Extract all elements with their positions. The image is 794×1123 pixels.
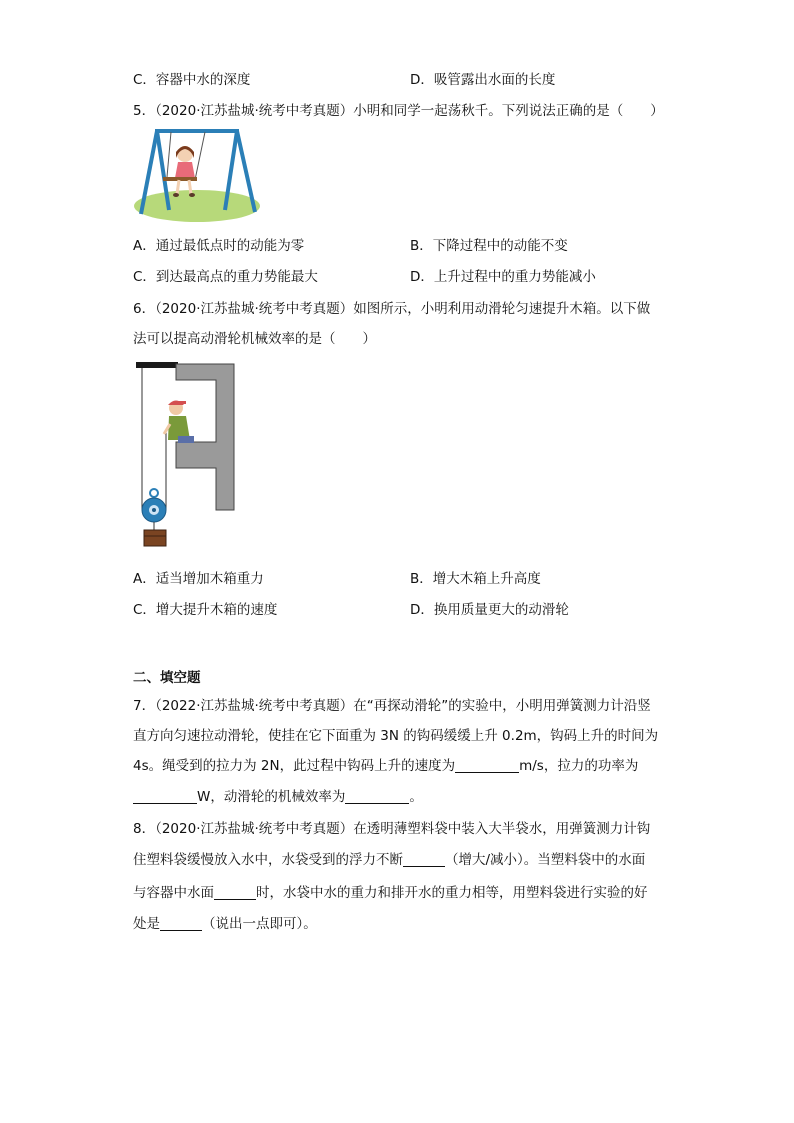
- q8-answer-blank-water-level[interactable]: [214, 885, 256, 900]
- q8-line1: 8．（2020·江苏盐城·统考中考真题）在透明薄塑料袋中装入大半袋水，用弹簧测力计钩: [133, 821, 651, 837]
- q5-option-c: C．到达最高点的重力势能最大: [133, 269, 318, 285]
- q5-option-b: B．下降过程中的动能不变: [410, 238, 568, 254]
- q8-line4-text-b: （说出一点即可）。: [202, 916, 317, 932]
- q6-stem-line1: 6．（2020·江苏盐城·统考中考真题）如图所示，小明利用动滑轮匀速提升木箱。以下做: [133, 301, 651, 317]
- q4-option-d: D．吸管露出水面的长度: [410, 72, 556, 88]
- q6-option-d: D．换用质量更大的动滑轮: [410, 602, 569, 618]
- q8-line2-text-b: （增大/减小）。当塑料袋中的水面: [445, 852, 646, 868]
- q8-line4: [133, 912, 317, 932]
- q7-answer-blank-velocity[interactable]: [455, 758, 519, 773]
- q8-line3: [133, 881, 648, 901]
- q7-line3-text-a: 4s。绳受到的拉力为 2N，此过程中钩码上升的速度为: [133, 758, 456, 774]
- q8-line4-text-a: 处是: [133, 916, 160, 932]
- q6-option-a: A．适当增加木箱重力: [133, 571, 264, 587]
- q6-option-c: C．增大提升木箱的速度: [133, 602, 278, 618]
- pulley-illustration: [136, 362, 240, 550]
- section-title: 二、填空题: [133, 670, 201, 686]
- q6-stem-line2: 法可以提高动滑轮机械效率的是（ ）: [133, 331, 376, 347]
- q7-line3-text-b: m/s，拉力的功率为: [519, 758, 639, 774]
- q8-answer-blank-buoyancy[interactable]: [403, 852, 445, 867]
- q7-line1: 7．（2022·江苏盐城·统考中考真题）在“再探动滑轮”的实验中，小明用弹簧测力计沿竖: [133, 698, 651, 714]
- swing-illustration: [133, 122, 261, 224]
- q6-option-b: B．增大木箱上升高度: [410, 571, 541, 587]
- q7-answer-blank-power[interactable]: [133, 789, 197, 804]
- q8-line3-text-b: 时，水袋中水的重力和排开水的重力相等，用塑料袋进行实验的好: [256, 885, 648, 901]
- q4-option-c: C．容器中水的深度: [133, 72, 251, 88]
- q7-answer-blank-efficiency[interactable]: [345, 789, 409, 804]
- q7-line4-text-a: W，动滑轮的机械效率为: [197, 789, 346, 805]
- grass-ellipse: [134, 190, 260, 222]
- q8-answer-blank-advantage[interactable]: [160, 916, 202, 931]
- q8-line3-text-a: 与容器中水面: [133, 885, 214, 901]
- q7-line3: [133, 754, 638, 774]
- q8-line2-text-a: 住塑料袋缓慢放入水中，水袋受到的浮力不断: [133, 852, 403, 868]
- q7-line4: [133, 785, 423, 805]
- q7-line4-text-b: 。: [409, 789, 423, 805]
- q5-option-d: D．上升过程中的重力势能减小: [410, 269, 596, 285]
- q7-line2: 直方向匀速拉动滑轮，使挂在它下面重为 3N 的钩码缓缓上升 0.2m，钩码上升的时间为: [133, 728, 659, 744]
- q5-stem: 5．（2020·江苏盐城·统考中考真题）小明和同学一起荡秋千。下列说法正确的是（ ）: [133, 103, 664, 119]
- q8-line2: [133, 848, 645, 868]
- q5-option-a: A．通过最低点时的动能为零: [133, 238, 305, 254]
